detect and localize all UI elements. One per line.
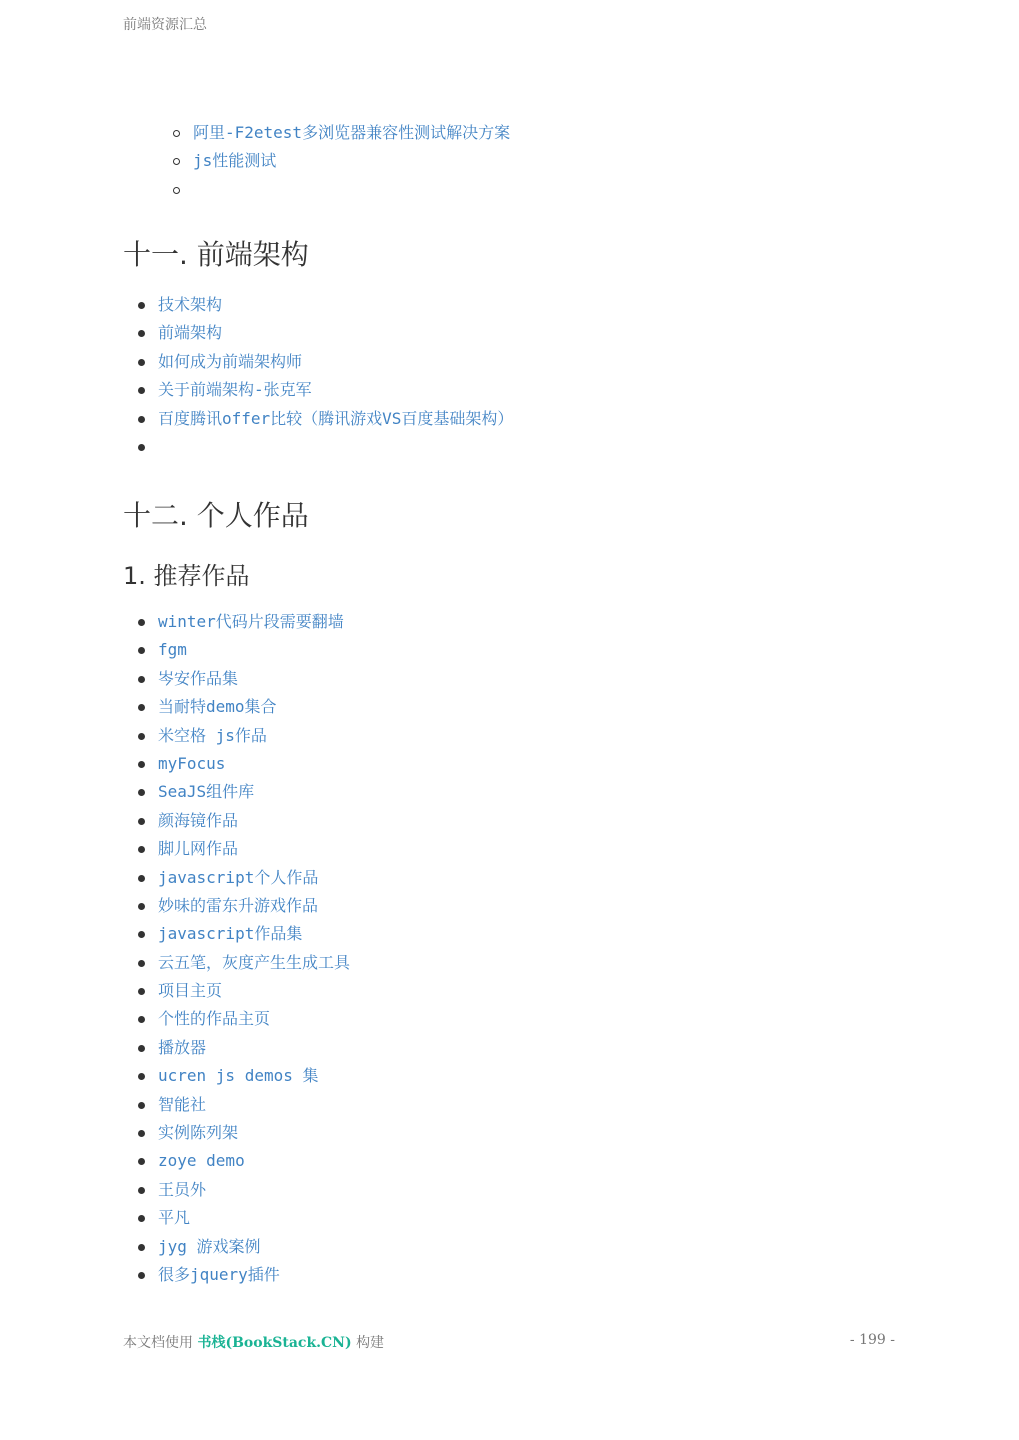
list-item (158, 1062, 350, 1090)
list-link[interactable]: 王员外 (158, 1179, 207, 1199)
list-link[interactable]: 播放器 (158, 1037, 207, 1057)
list-item (158, 977, 350, 1005)
list-item (158, 892, 350, 920)
list-item (158, 1261, 350, 1289)
list-item (158, 722, 350, 750)
list-item (158, 636, 350, 664)
list-link[interactable]: 很多jquery插件 (158, 1264, 280, 1284)
list-item (158, 1233, 350, 1261)
list-link[interactable]: ucren js demos 集 (158, 1066, 319, 1086)
list-item (158, 433, 513, 461)
list-link[interactable]: 颜海镜作品 (158, 810, 239, 830)
page-number: - 199 - (849, 1332, 895, 1348)
footer-suffix: 构建 (356, 1335, 385, 1351)
footer-prefix: 本文档使用 (123, 1335, 193, 1351)
list-item (158, 1091, 350, 1119)
list-item (158, 376, 513, 404)
list-link[interactable]: js性能测试 (193, 151, 277, 171)
list-item (158, 807, 350, 835)
list-link[interactable]: 百度腾讯offer比较（腾讯游戏VS百度基础架构） (158, 408, 514, 428)
list-item (158, 348, 513, 376)
list-link[interactable]: 岑安作品集 (158, 668, 239, 688)
list-link[interactable]: 如何成为前端架构师 (158, 351, 303, 371)
list-item (158, 949, 350, 977)
architecture-list (158, 291, 513, 461)
list-item (158, 1176, 350, 1204)
section-heading-works: 十二. 个人作品 (123, 499, 309, 532)
list-link[interactable]: fgm (158, 640, 187, 660)
list-item (158, 665, 350, 693)
section-heading-architecture: 十一. 前端架构 (123, 238, 309, 271)
list-item (158, 319, 513, 347)
list-link[interactable]: javascript作品集 (158, 924, 303, 944)
list-item (158, 291, 513, 319)
list-link[interactable]: 项目主页 (158, 981, 223, 1001)
list-link[interactable]: myFocus (158, 753, 226, 773)
list-link[interactable]: zoye demo (158, 1151, 245, 1171)
list-item (158, 405, 513, 433)
list-item (158, 835, 350, 863)
works-list (158, 608, 350, 1289)
list-item (158, 1034, 350, 1062)
list-item (193, 119, 510, 147)
list-item (158, 608, 350, 636)
list-link[interactable]: 米空格 js作品 (158, 725, 267, 745)
list-item (158, 778, 350, 806)
footer-credit (123, 1332, 384, 1352)
list-link[interactable]: 平凡 (158, 1208, 191, 1228)
list-link[interactable]: 脚儿网作品 (158, 839, 239, 859)
list-link[interactable]: 当耐特demo集合 (158, 697, 277, 717)
list-link[interactable]: 关于前端架构-张克军 (158, 380, 312, 400)
list-link[interactable]: 智能社 (158, 1094, 207, 1114)
list-item (158, 1147, 350, 1175)
list-link[interactable]: SeaJS组件库 (158, 782, 255, 802)
list-item (158, 864, 350, 892)
list-item (158, 920, 350, 948)
list-item (193, 176, 510, 204)
list-link[interactable]: 实例陈列架 (158, 1123, 239, 1143)
list-item (193, 147, 510, 175)
list-item (158, 1005, 350, 1033)
list-link[interactable]: 阿里-F2etest多浏览器兼容性测试解决方案 (193, 123, 511, 142)
sub-list (193, 119, 510, 204)
list-link[interactable]: winter代码片段需要翻墙 (158, 612, 344, 631)
list-link[interactable]: 技术架构 (158, 295, 223, 314)
list-link[interactable]: javascript个人作品 (158, 867, 319, 887)
list-link[interactable]: jyg 游戏案例 (158, 1236, 261, 1256)
list-link[interactable]: 妙味的雷东升游戏作品 (158, 895, 319, 915)
list-item (158, 1119, 350, 1147)
list-link[interactable]: 个性的作品主页 (158, 1009, 271, 1029)
list-item (158, 750, 350, 778)
list-item (158, 693, 350, 721)
running-header: 前端资源汇总 (123, 17, 207, 33)
list-link[interactable]: 云五笔，灰度产生生成工具 (158, 952, 351, 972)
list-link[interactable]: 前端架构 (158, 323, 223, 343)
subsection-heading-recommended: 1. 推荐作品 (123, 562, 250, 590)
list-item (158, 1204, 350, 1232)
footer-brand-link[interactable]: 书栈(BookStack.CN) (197, 1335, 352, 1351)
